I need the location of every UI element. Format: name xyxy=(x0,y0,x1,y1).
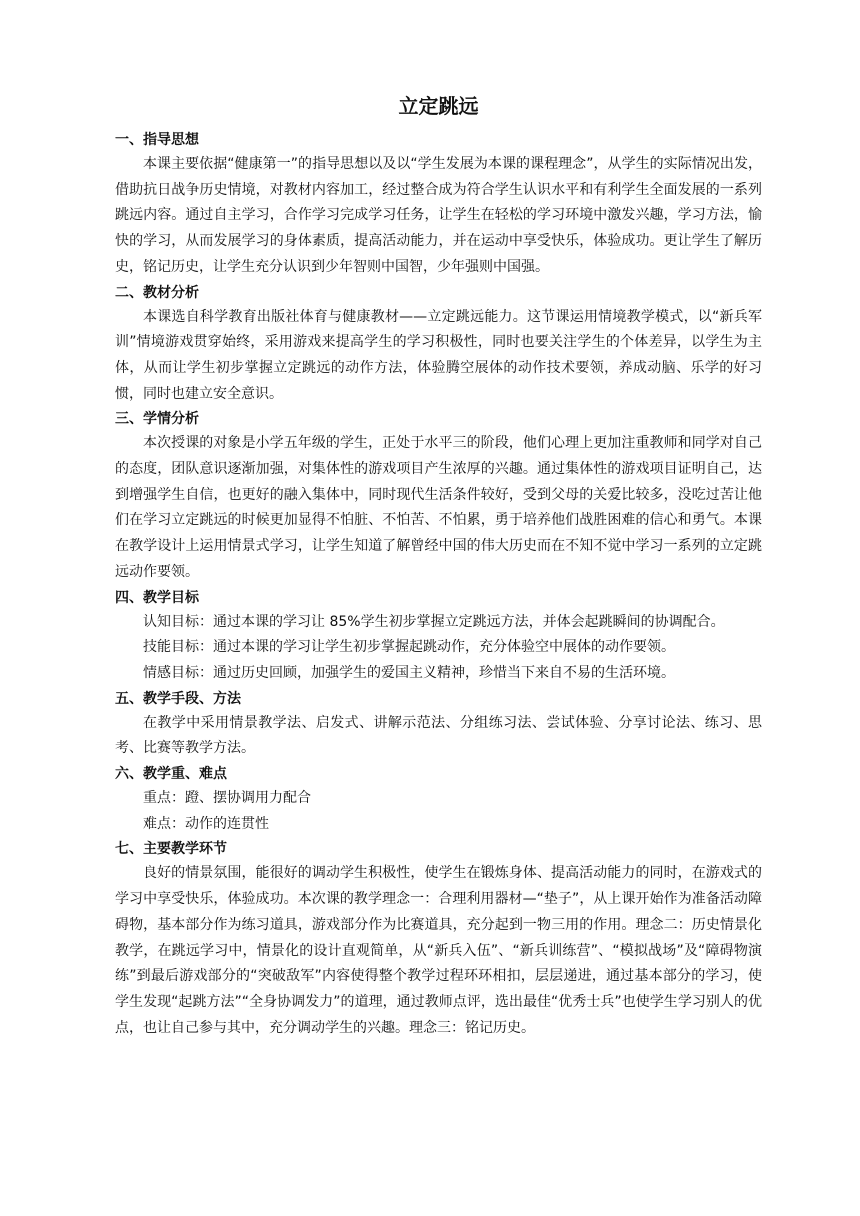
section-teaching-methods xyxy=(115,687,762,762)
section-paragraph: 本次授课的对象是小学五年级的学生，正处于水平三的阶段，他们心理上更加注重教师和同学对自己的态度，团队意识逐渐加强，对集体性的游戏项目产生浓厚的兴趣。通过集体性的游戏项目证明自己，达到增强学生自信，也更好的融入集体中，同时现代生活条件较好，受到父母的关爱比较多，没吃过苦让他们在学习立定跳远的时候更加显得不怕脏、不怕苦、不怕累，勇于培养他们战胜困难的信心和勇气。本课在教学设计上运用情景式学习，让学生知道了解曾经中国的伟大历史而在不知不觉中学习一系列的立定跳远动作要领。 xyxy=(115,435,762,580)
section-heading: 二、教材分析 xyxy=(115,284,199,301)
objective-cognitive: 认知目标：通过本课的学习让 85%学生初步掌握立定跳远方法，并体会起跳瞬间的协调配合。 xyxy=(143,613,725,630)
key-point: 重点：蹬、摆协调用力配合 xyxy=(143,790,311,807)
section-main-teaching-links xyxy=(115,837,762,1041)
objective-skill: 技能目标：通过本课的学习让学生初步掌握起跳动作，充分体验空中展体的动作要领。 xyxy=(143,639,675,656)
section-guiding-ideology xyxy=(115,128,762,281)
section-heading: 六、教学重、难点 xyxy=(115,766,227,783)
difficult-point: 难点：动作的连贯性 xyxy=(143,815,269,832)
objective-emotional: 情感目标：通过历史回顾，加强学生的爱国主义精神，珍惜当下来自不易的生活环境。 xyxy=(143,664,675,681)
section-paragraph: 在教学中采用情景教学法、启发式、讲解示范法、分组练习法、尝试体验、分享讨论法、练习、思考、比赛等教学方法。 xyxy=(115,714,762,757)
section-student-analysis xyxy=(115,407,762,585)
section-heading: 一、指导思想 xyxy=(115,132,199,148)
section-heading: 五、教学手段、方法 xyxy=(115,690,241,707)
section-heading: 三、学情分析 xyxy=(115,411,199,428)
section-teaching-objectives xyxy=(115,586,762,687)
document-page xyxy=(115,88,762,1041)
section-heading: 七、主要教学环节 xyxy=(115,841,227,858)
section-key-difficult-points xyxy=(115,762,762,837)
section-heading: 四、教学目标 xyxy=(115,589,199,606)
document-title: 立定跳远 xyxy=(398,94,479,118)
section-paragraph: 本课选自科学教育出版社体育与健康教材——立定跳远能力。这节课运用情境教学模式，以“新兵军训”情境游戏贯穿始终，采用游戏来提高学生的学习积极性，同时也要关注学生的个体差异，以学生为主体，从而让学生初步掌握立定跳远的动作方法，体验腾空展体的动作技术要领，养成动脑、乐学的好习惯，同时也建立安全意识。 xyxy=(115,308,762,402)
section-paragraph: 本课主要依据“健康第一”的指导思想以及以“学生发展为本课的课程理念”，从学生的实际情况出发，借助抗日战争历史情境，对教材内容加工，经过整合成为符合学生认识水平和有利学生全面发展的一系列跳远内容。通过自主学习，合作学习完成学习任务，让学生在轻松的学习环境中激发兴趣，学习方法，愉快的学习，从而发展学习的身体素质，提高活动能力，并在运动中享受快乐，体验成功。更让学生了解历史，铭记历史，让学生充分认识到少年智则中国智，少年强则中国强。 xyxy=(115,156,762,275)
section-material-analysis xyxy=(115,281,762,408)
section-paragraph: 良好的情景氛围，能很好的调动学生积极性，使学生在锻炼身体、提高活动能力的同时，在游戏式的学习中享受快乐，体验成功。本次课的教学理念一：合理利用器材—“垫子”，从上课开始作为准备活动障碍物，基本部分作为练习道具，游戏部分作为比赛道具，充分起到一物三用的作用。理念二：历史情景化教学，在跳远学习中，情景化的设计直观简单，从“新兵入伍”、“新兵训练营”、“模拟战场”及“障碍物演练”到最后游戏部分的“突破敌军”内容使得整个教学过程环环相扣，层层递进，通过基本部分的学习，使学生发现“起跳方法”“全身协调发力”的道理，通过教师点评，选出最佳“优秀士兵”也使学生学习别人的优点，也让自己参与其中，充分调动学生的兴趣。理念三：铭记历史。 xyxy=(115,865,762,1036)
